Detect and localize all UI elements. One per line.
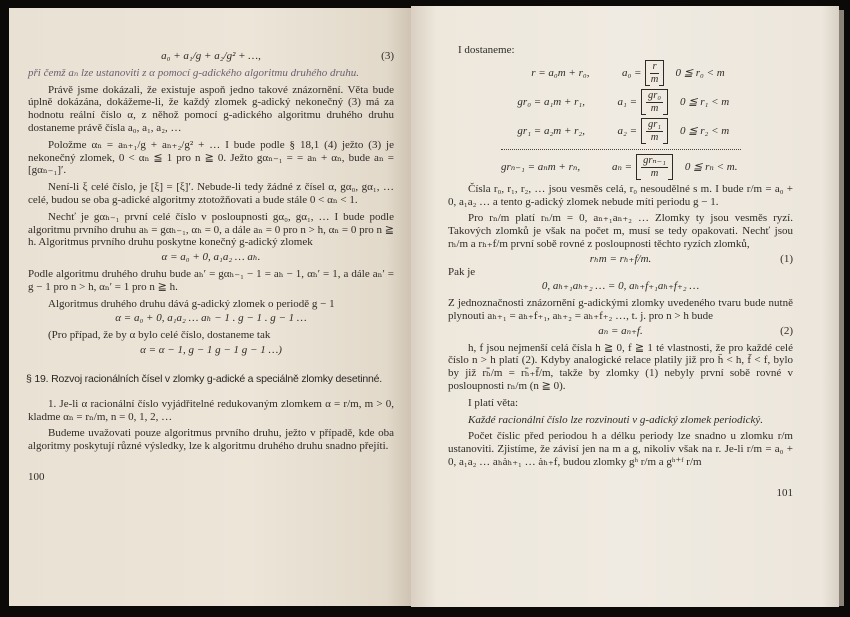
denominator: m: [650, 168, 659, 180]
equation-1: [448, 253, 793, 266]
formula-row: [448, 118, 793, 145]
formula-lhs: gr₁ = a₂m + r₂,: [517, 124, 585, 137]
paragraph: Pro rₙ/m platí rₙ/m = 0, aₙ₊₁aₙ₊₂ … Zlomky ty jsou vesměs ryzí. Takových zlomků je však na počet m, musí se tedy opakovati. Nechť jsou rₕ/m a rₕ₊f/m první sobě rovné z posloupnosti těchto ryzích zlomků,: [448, 212, 793, 250]
theorem: Každé racionální číslo lze rozvinouti v g-adický zlomek periodický.: [468, 413, 763, 426]
denominator: m: [650, 132, 659, 144]
equation-3: [28, 50, 394, 63]
page-number: 101: [776, 486, 793, 499]
formula-condition: 0 ≦ rₙ < m.: [684, 160, 738, 173]
equation-2: [448, 325, 793, 338]
equation-formula: rₕm = rₕ₊f/m.: [589, 252, 652, 265]
page-edge: [839, 10, 844, 606]
paragraph: Není-li ξ celé číslo, je [ξ] = [ξ]′. Nebude-li tedy žádné z čísel α, gα₀, gα₁, … celé, budou se oba g-adické algoritmy ztotožňovati a bude stále 0 < αₙ < 1.: [28, 181, 394, 206]
formula-row: [448, 154, 793, 181]
equation-number: (2): [780, 324, 793, 337]
numerator: gr₁: [648, 119, 661, 131]
paragraph: Z jednoznačnosti znázornění g-adickými zlomky uvedeného tvaru bude nutně plynouti aₕ₊₁ = aₕ₊f₊₁, aₕ₊₂ = aₕ₊f₊₂ …, t. j. pro n > h bude: [448, 297, 793, 322]
paragraph: h, f jsou nejmenší celá čísla h ≧ 0, f ≧ 1 té vlastnosti, že pro každé celé číslo n > h platí (2). Kdyby analogické relace platily již pro h̄ < h, f̄ < f, bylo by již rₕ̄/m = rₕ̄₊f̄/m, takže by zlomky (1) nebyly první sobě rovné v posloupnosti rₙ/m (n ≧ 0).: [448, 341, 793, 392]
pak-je: Pak je: [448, 265, 476, 278]
formula-condition: 0 ≦ r₁ < m: [680, 95, 730, 108]
paragraph: 1. Je-li α racionální číslo vyjádřitelné redukovaným zlomkem α = r/m, m > 0, kladme αₙ = rₙ/m, n = 0, 1, 2, …: [28, 397, 394, 423]
paragraph: Algoritmus druhého druhu dává g-adický zlomek o periodě g − 1: [48, 297, 335, 310]
paragraph: Čísla r₀, r₁, r₂, … jsou vesměs celá, r₀ nesoudělné s m. I bude r/m = a₀ + 0, a₁a₂ … a tento g-adický zlomek nebude míti periodu g − 1.: [448, 182, 793, 208]
right-page: [411, 6, 839, 607]
paragraph: Položme αₙ = aₙ₊₁/g + aₙ₊₂/g² + … I bude podle § 18,1 (4) ježto (3) je nekonečný zlomek, 0 < αₙ ≦ 1 pro n ≧ 0. Ježto gαₙ₋₁ = = aₙ + αₙ, bude aₙ = [gαₙ₋₁]′.: [28, 138, 394, 177]
formula-coef: a₁ =: [617, 95, 637, 108]
floor-bracket: [645, 60, 663, 86]
formula-lhs: grₙ₋₁ = aₙm + rₙ,: [500, 160, 581, 173]
paragraph: Počet číslic před periodou h a délku periody lze snadno u zlomku r/m ustanoviti. Zjistíme, že závisí jen na m a g, nikoliv však na r. Je-li r/m = a₀ + 0, a₁a₂ … aₕȧₕ₊₁ … ȧₕ₊f, budou zlomky gʰ r/m a gʰ⁺ᶠ r/m: [448, 430, 793, 468]
denominator: m: [650, 74, 659, 86]
left-page: [9, 8, 411, 606]
formula-lhs: gr₀ = a₁m + r₁,: [517, 95, 585, 108]
paragraph: Budeme uvažovati pouze algoritmus prvního druhu, ježto v případě, kde oba algoritmy poskytují různé výsledky, lze k algoritmu druhého druhu snadno přejíti.: [28, 427, 394, 453]
section-heading: § 19. Rozvoj racionálních čísel v zlomky g-adické a speciálně zlomky desetinné.: [26, 372, 382, 385]
left-page-text: [28, 48, 394, 484]
formula-coef: a₀ =: [621, 66, 642, 79]
equation-finite: α = a₀ + 0, a₁a₂ … aₕ.: [161, 251, 261, 264]
page-number: 100: [28, 470, 45, 483]
numerator: gr₀: [648, 90, 661, 102]
formula-row: [448, 60, 793, 87]
formula-condition: 0 ≦ r₂ < m: [680, 124, 730, 137]
numerator: grₙ₋₁: [643, 155, 666, 167]
theorem-tail: při čemž aₙ lze ustanoviti z α pomocí g-adického algoritmu druhého druhu.: [28, 66, 360, 79]
equation-pak: 0, aₕ₊₁aₕ₊₂ … = 0, aₕ₊f₊₁aₕ₊f₊₂ …: [541, 280, 700, 293]
equation-formula: a₀ + a₁/g + a₂/g² + …,: [161, 50, 261, 62]
formula-lhs: r = a₀m + r₀,: [531, 66, 590, 79]
intro: I dostaneme:: [458, 44, 515, 56]
floor-bracket: [641, 118, 668, 144]
right-page-text: [448, 44, 793, 500]
floor-bracket: [641, 89, 668, 115]
equation-integer: α = α − 1, g − 1 g − 1 g − 1 …): [140, 343, 282, 356]
paragraph: Nechť je gαₕ₋₁ první celé číslo v posloupnosti gα₀, gα₁, … I bude podle algoritmu prvního druhu aₕ = gαₕ₋₁, αₕ = 0, a dále aₙ = 0 pro n > h, αₙ = 0 pro n ≧ h. Algoritmus prvního druhu poskytne konečný g-adický zlomek: [28, 210, 394, 249]
paragraph: Právě jsme dokázali, že existuje aspoň jedno takové znázornění. Věta bude úplně dokázána, dokážeme-li, že každý zlomek g-adický nekonečný (3) má za hodnotu reální číslo α, z něhož pomocí g-adického algoritmu druhého druhu dostaneme právě čísla a₀, a₁, a₂, …: [28, 83, 394, 134]
paragraph: Podle algoritmu druhého druhu bude aₕ′ = gαₕ₋₁ − 1 = aₕ − 1, αₕ′ = 1, a dále aₙ′ = g − 1 pro n > h, αₙ′ = 1 pro n ≧ h.: [28, 267, 394, 293]
paragraph: (Pro případ, že by α bylo celé číslo, dostaneme tak: [48, 329, 271, 342]
equation-formula: aₙ = aₙ₊f.: [598, 324, 643, 337]
formula-coef: a₂ =: [617, 124, 637, 137]
dotted-separator: [501, 147, 741, 150]
formula-row: [448, 89, 793, 116]
formula-condition: 0 ≦ r₀ < m: [675, 66, 725, 79]
floor-bracket: [636, 154, 673, 180]
theorem-intro: I platí věta:: [468, 396, 519, 409]
equation-number: (1): [780, 252, 793, 265]
denominator: m: [650, 103, 659, 115]
numerator: r: [652, 61, 657, 73]
equation-number: (3): [381, 50, 394, 62]
formula-coef: aₙ =: [611, 160, 633, 173]
equation-period: α = a₀ + 0, a₁a₂ … aₕ − 1 . g − 1 . g − 1 …: [115, 312, 307, 325]
